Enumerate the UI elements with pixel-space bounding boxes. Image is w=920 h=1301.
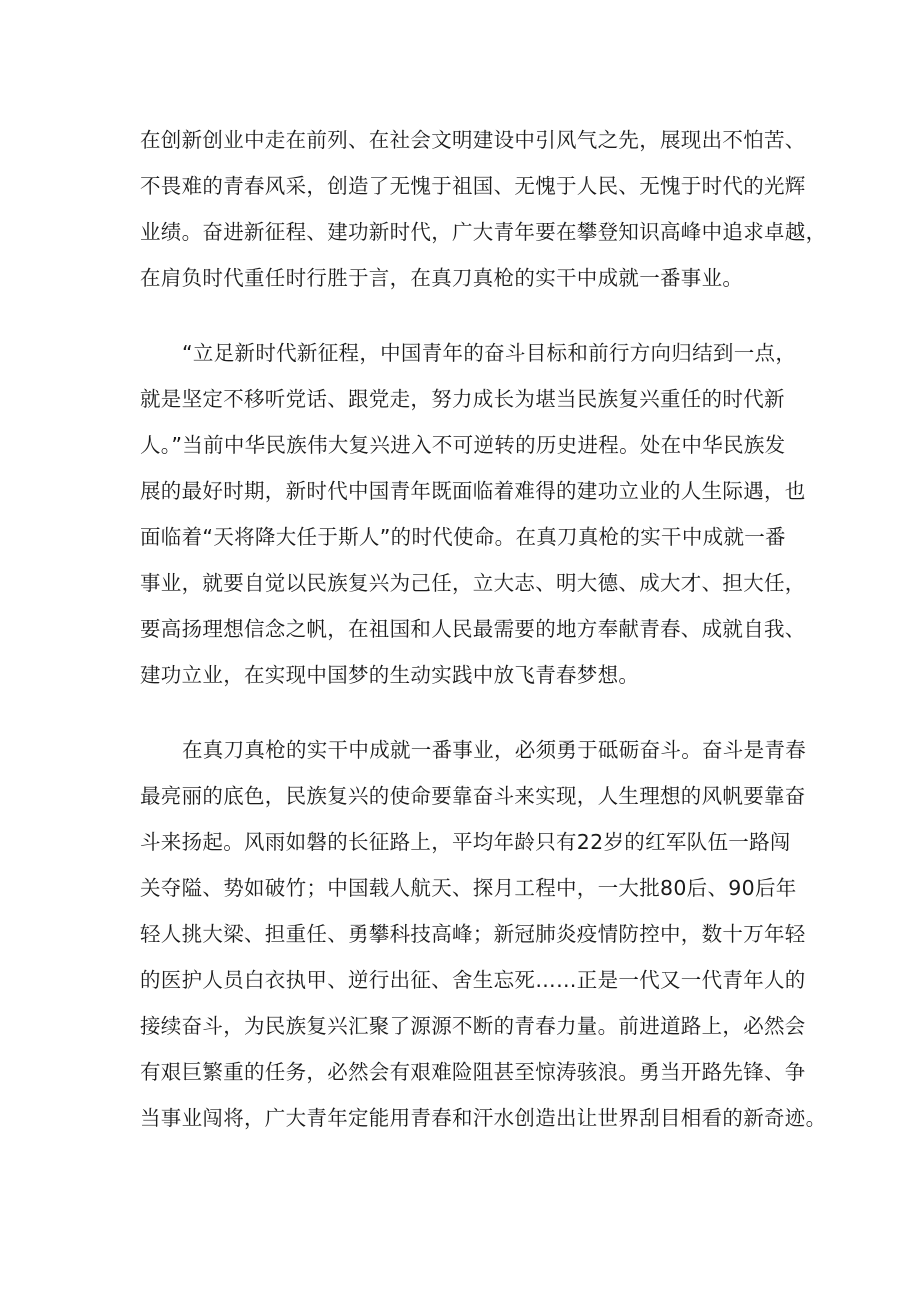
paragraph-2-line-8: 建功立业，在实现中国梦的生动实践中放飞青春梦想。 — [140, 663, 640, 687]
paragraph-3-line-1: 在真刀真枪的实干中成就一番事业，必须勇于砥砺奋斗。奋斗是青春 — [182, 738, 806, 762]
paragraph-3-line-4: 关夺隘、势如破竹；中国载人航天、探月工程中，一大批80后、90后年 — [140, 876, 797, 900]
paragraph-3-line-3: 斗来扬起。风雨如磐的长征路上，平均年龄只有22岁的红军队伍一路闯 — [140, 830, 791, 854]
paragraph-3-line-8: 有艰巨繁重的任务，必然会有艰难险阻甚至惊涛骇浪。勇当开路先锋、争 — [140, 1060, 806, 1084]
paragraph-1-line-2: 不畏难的青春风采，创造了无愧于祖国、无愧于人民、无愧于时代的光辉 — [140, 174, 806, 198]
paragraph-2-line-7: 要高扬理想信念之帆，在祖国和人民最需要的地方奉献青春、成就自我、 — [140, 617, 806, 641]
paragraph-2-line-5: 面临着“天将降大任于斯人”的时代使命。在真刀真枪的实干中成就一番 — [140, 525, 786, 549]
paragraph-1-line-3: 业绩。奋进新征程、建功新时代，广大青年要在攀登知识高峰中追求卓越， — [140, 220, 827, 244]
paragraph-1-line-4: 在肩负时代重任时行胜于言，在真刀真枪的实干中成就一番事业。 — [140, 266, 744, 290]
paragraph-2-line-3: 人。”当前中华民族伟大复兴进入不可逆转的历史进程。处在中华民族发 — [140, 433, 786, 457]
paragraph-3-line-9: 当事业闯将，广大青年定能用青春和汗水创造出让世界刮目相看的新奇迹。 — [140, 1106, 827, 1130]
paragraph-3-line-2: 最亮丽的底色，民族复兴的使命要靠奋斗来实现，人生理想的风帆要靠奋 — [140, 784, 806, 808]
paragraph-2-line-6: 事业，就要自觉以民族复兴为己任，立大志、明大德、成大才、担大任， — [140, 571, 806, 595]
paragraph-3-line-7: 接续奋斗，为民族复兴汇聚了源源不断的青春力量。前进道路上，必然会 — [140, 1014, 806, 1038]
paragraph-2-line-2: 就是坚定不移听党话、跟党走，努力成长为堪当民族复兴重任的时代新 — [140, 387, 785, 411]
paragraph-2-line-1: “立足新时代新征程，中国青年的奋斗目标和前行方向归结到一点， — [182, 341, 797, 365]
paragraph-3-line-6: 的医护人员白衣执甲、逆行出征、舍生忘死……正是一代又一代青年人的 — [140, 968, 806, 992]
paragraph-2-line-4: 展的最好时期，新时代中国青年既面临着难得的建功立业的人生际遇，也 — [140, 479, 806, 503]
paragraph-3-line-5: 轻人挑大梁、担重任、勇攀科技高峰；新冠肺炎疫情防控中，数十万年轻 — [140, 922, 806, 946]
paragraph-1-line-1: 在创新创业中走在前列、在社会文明建设中引风气之先，展现出不怕苦、 — [140, 128, 806, 152]
